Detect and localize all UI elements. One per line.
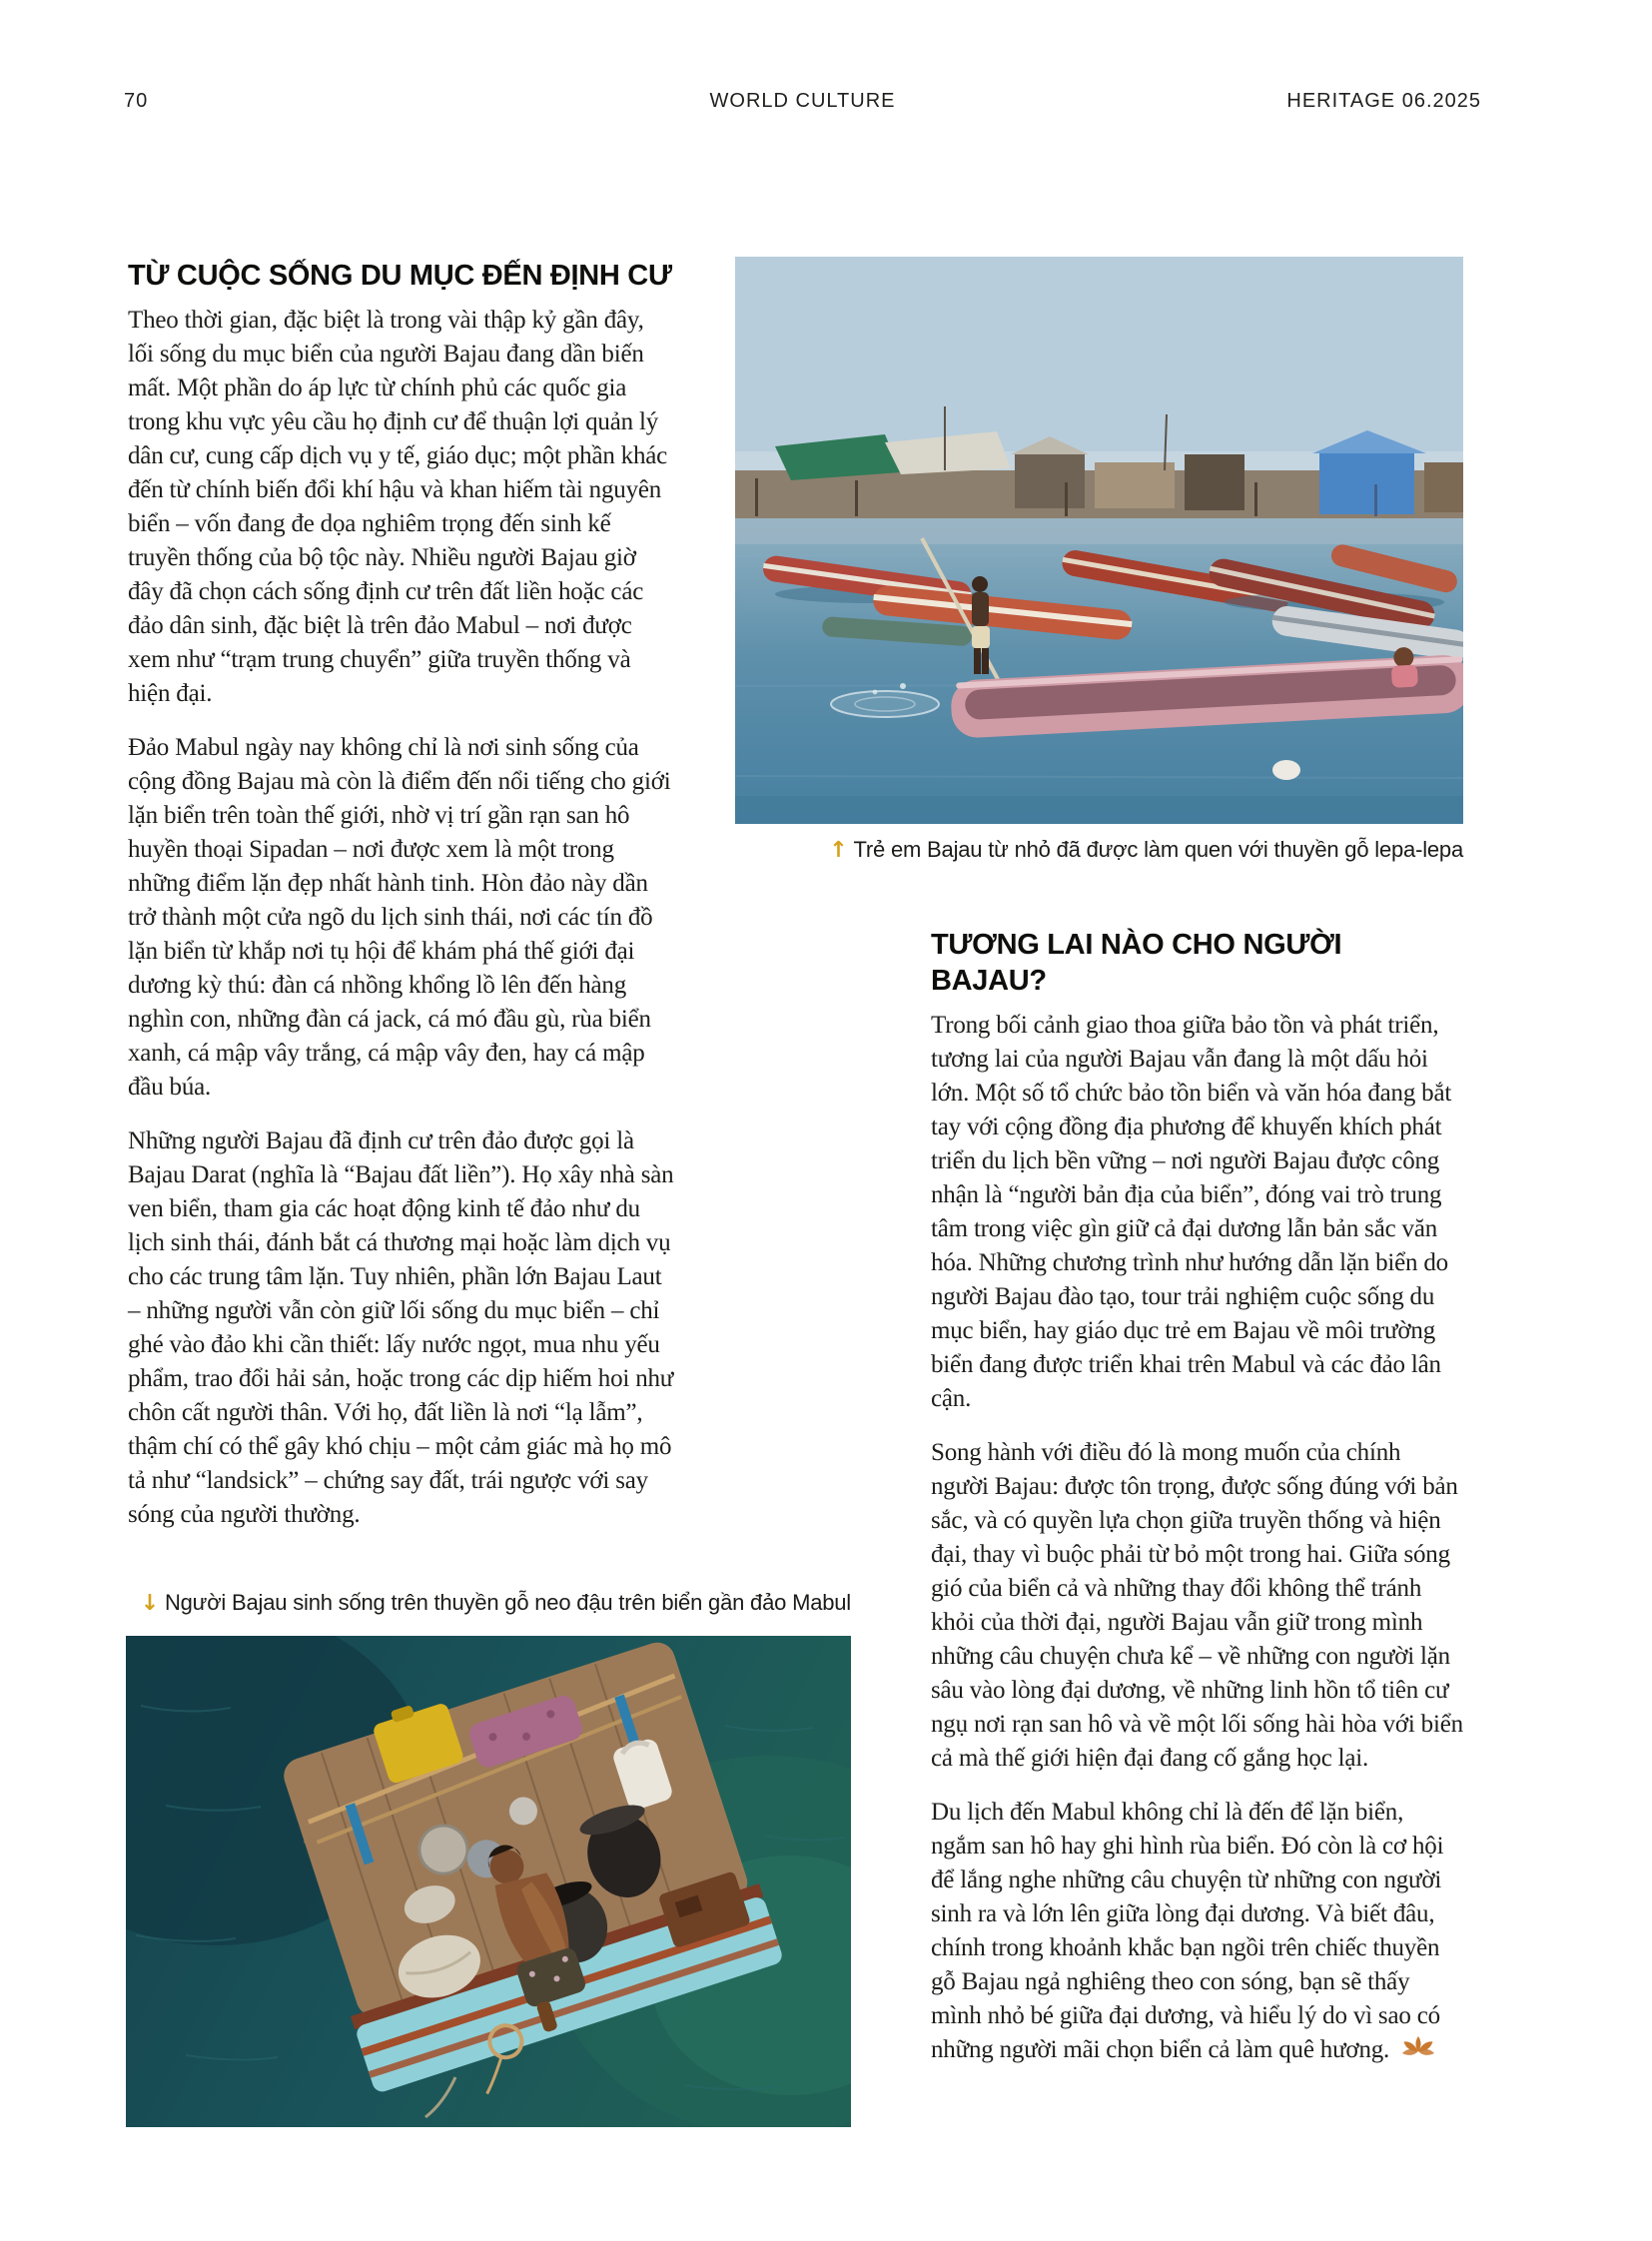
issue-label: HERITAGE 06.2025 — [1286, 90, 1481, 112]
paragraph: Song hành với điều đó là mong muốn của chính người Bajau: được tôn trọng, được sống đúng với bản sắc, và có quyền lựa chọn giữa truyền thống và hiện đại, thay vì buộc phải từ bỏ một trong hai. Giữa sóng gió của biển cả và những thay đổi không thể tránh khỏi của thời đại, người Bajau vẫn giữ trong mình những câu chuyện chưa kể – về những con người lặn sâu vào lòng đại dương, về những linh hồn tổ tiên cư ngụ nơi rạn san hô và về một lối sống hài hòa với biển cả mà thế giới hiện đại đang cố gắng học lại. — [931, 1439, 1463, 1772]
stilt-village-boats-illustration — [735, 257, 1463, 824]
photo-stilt-village-boats — [735, 257, 1463, 824]
lotus-end-mark-icon — [1401, 2035, 1435, 2057]
article-right-column — [931, 927, 1463, 2067]
down-arrow-icon: ↓ — [140, 1591, 159, 1616]
article-left-column — [128, 258, 675, 1532]
page-number: 70 — [124, 90, 149, 112]
paragraph: Theo thời gian, đặc biệt là trong vài thập kỷ gần đây, lối sống du mục biển của người Bajau đang dần biến mất. Một phần do áp lực từ chính phủ các quốc gia trong khu vực yêu cầu họ định cư để thuận lợi quản lý dân cư, cung cấp dịch vụ y tế, giáo dục; một phần khác đến từ chính biến đổi khí hậu và khan hiếm tài nguyên biển – vốn đang đe dọa nghiêm trọng đến sinh kế truyền thống của bộ tộc này. Nhiều người Bajau giờ đây đã chọn cách sống định cư trên đất liền hoặc các đảo dân sinh, đặc biệt là trên đảo Mabul – nơi được xem như “trạm trung chuyển” giữa truyền thống và hiện đại. — [128, 307, 668, 707]
section-heading-future-of-bajau: TƯƠNG LAI NÀO CHO NGƯỜI BAJAU? — [931, 929, 1342, 997]
caption-top-text: Trẻ em Bajau từ nhỏ đã được làm quen với thuyền gỗ lepa-lepa — [853, 837, 1463, 862]
photo-man-on-houseboat — [126, 1636, 851, 2127]
up-arrow-icon: ↑ — [829, 838, 848, 863]
paragraph: Những người Bajau đã định cư trên đảo được gọi là Bajau Darat (nghĩa là “Bajau đất liền”). Họ xây nhà sàn ven biển, tham gia các hoạt động kinh tế đảo như du lịch sinh thái, đánh bắt cá thương mại hoặc làm dịch vụ cho các trung tâm lặn. Tuy nhiên, phần lớn Bajau Laut – những người vẫn còn giữ lối sống du mục biển – chỉ ghé vào đảo khi cần thiết: lấy nước ngọt, mua nhu yếu phẩm, trao đổi hải sản, hoặc trong các dịp hiếm hoi như chôn cất người thân. Với họ, đất liền là nơi “lạ lẫm”, thậm chí có thể gây khó chịu – một cảm giác mà họ mô tả như “landsick” – chứng say đất, trái ngược với say sóng của người thường. — [128, 1127, 674, 1528]
caption-bottom-photo — [126, 1590, 851, 1617]
section-heading-nomadic-to-settled: TỪ CUỘC SỐNG DU MỤC ĐẾN ĐỊNH CƯ — [128, 260, 672, 292]
paragraph — [931, 1796, 1463, 2067]
section-title: WORLD CULTURE — [709, 90, 896, 112]
paragraph: Đảo Mabul ngày nay không chỉ là nơi sinh sống của cộng đồng Bajau mà còn là điểm đến nổi tiếng cho giới lặn biển trên toàn thế giới, nhờ vị trí gần rạn san hô huyền thoại Sipadan – nơi được xem là một trong những điểm lặn đẹp nhất hành tinh. Hòn đảo này dần trở thành một cửa ngõ du lịch sinh thái, nơi các tín đồ lặn biển từ khắp nơi tụ hội để khám phá thế giới đại dương kỳ thú: đàn cá nhồng khổng lồ lên đến hàng nghìn con, những đàn cá jack, cá mó đầu gù, rùa biển xanh, cá mập vây trắng, cá mập vây đen, hay cá mập đầu búa. — [128, 734, 671, 1101]
page-header — [124, 90, 1481, 113]
houseboat-illustration — [126, 1636, 851, 2127]
paragraph: Trong bối cảnh giao thoa giữa bảo tồn và phát triển, tương lai của người Bajau vẫn đang là một dấu hỏi lớn. Một số tổ chức bảo tồn biển và văn hóa đang bắt tay với cộng đồng địa phương để khuyến khích phát triển du lịch bền vững – nơi người Bajau được công nhận là “người bản địa của biển”, đóng vai trò trung tâm trong việc gìn giữ cả đại dương lẫn bản sắc văn hóa. Những chương trình như hướng dẫn lặn biển do người Bajau đào tạo, tour trải nghiệm cuộc sống du mục biển, hay giáo dục trẻ em Bajau về môi trường biển đang được triển khai trên Mabul và các đảo lân cận. — [931, 1012, 1452, 1412]
caption-bottom-text: Người Bajau sinh sống trên thuyền gỗ neo đậu trên biển gần đảo Mabul — [164, 1590, 851, 1615]
paragraph-text: Du lịch đến Mabul không chỉ là đến để lặn biển, ngắm san hô hay ghi hình rùa biển. Đó còn là cơ hội để lắng nghe những câu chuyện từ những con người sinh ra và lớn lên giữa lòng đại dương. Và biết đâu, chính trong khoảnh khắc bạn ngồi trên chiếc thuyền gỗ Bajau ngả nghiêng theo con sóng, bạn sẽ thấy mình nhỏ bé giữa đại dương, và hiểu lý do vì sao có những người mãi chọn biển cả làm quê hương. — [931, 1799, 1444, 2063]
caption-top-photo — [735, 837, 1463, 864]
